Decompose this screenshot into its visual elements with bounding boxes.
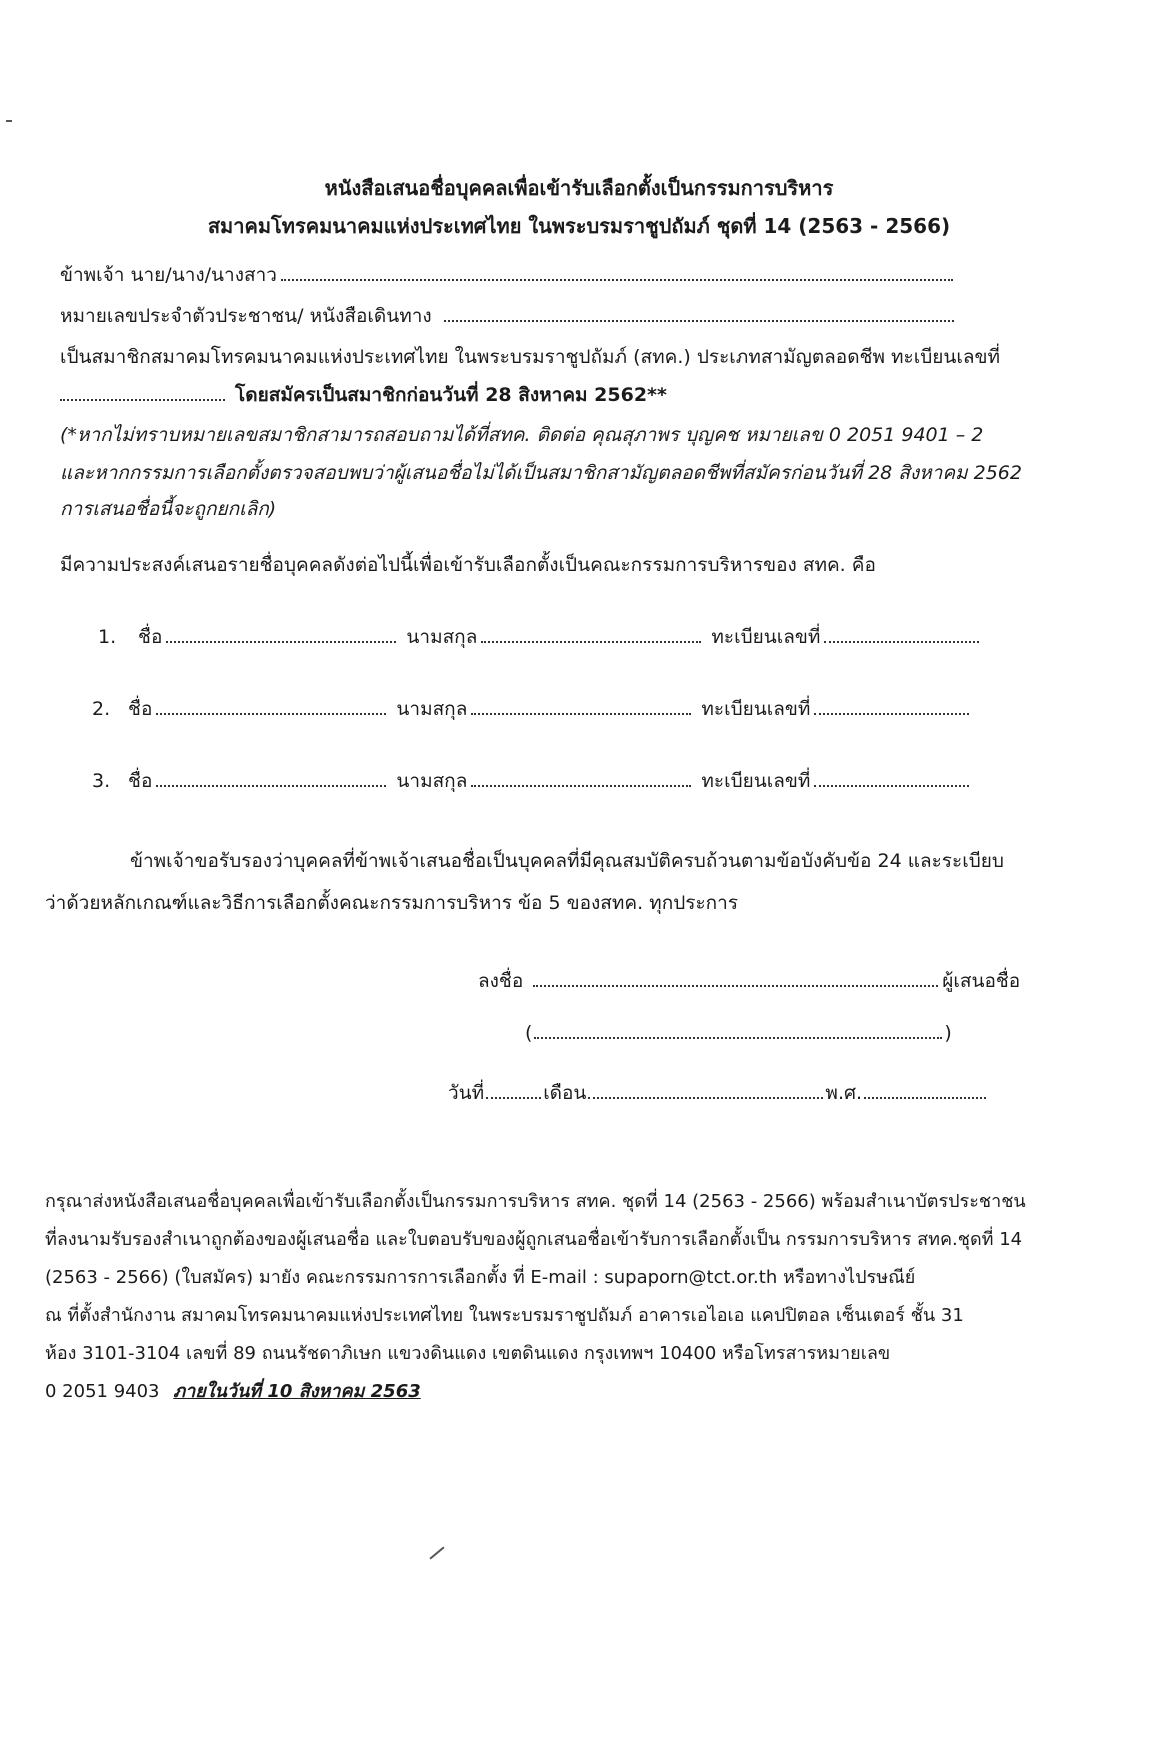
footer-line6 xyxy=(45,1376,421,1405)
nominee-row-1 xyxy=(98,622,983,652)
nominee-name-label: ชื่อ xyxy=(138,626,163,648)
sign-label: ลงชื่อ xyxy=(478,970,524,992)
footer-line4: ณ ที่ตั้งสำนักงาน สมาคมโทรคมนาคมแห่งประเทศไทย ในพระบรมราชูปถัมภ์ อาคารเอไอเอ แคปปิตอล เซ็นเตอร์ ชั้น 31 xyxy=(45,1305,964,1326)
nominee-row-2 xyxy=(92,694,973,724)
nominee-surname-label: นามสกุล xyxy=(406,626,478,648)
member-line: เป็นสมาชิกสมาคมโทรคมนาคมแห่งประเทศไทย ในพระบรมราชูปถัมภ์ (สทค.) xyxy=(60,346,691,368)
nominee-name-label: ชื่อ xyxy=(128,698,153,720)
member-since: โดยสมัครเป็นสมาชิกก่อนวันที่ 28 สิงหาคม 2562** xyxy=(235,384,667,406)
nominee-reg-field[interactable] xyxy=(814,784,969,787)
deadline: ภายในวันที่ 10 สิงหาคม 2563 xyxy=(173,1381,421,1402)
footer-line3: (2563 - 2566) (ใบสมัคร) มายัง คณะกรรมการการเลือกตั้ง ที่ E-mail : supaporn@tct.or.th หรือทางไปรษณีย์ xyxy=(45,1267,916,1288)
proposer-name-label: ข้าพเจ้า นาย/นาง/นางสาว xyxy=(60,264,277,286)
nominee-name-field[interactable] xyxy=(156,712,386,715)
nominee-surname-label: นามสกุล xyxy=(396,770,468,792)
month-field[interactable] xyxy=(588,1096,823,1099)
note-line2: และหากกรรมการเลือกตั้งตรวจสอบพบว่าผู้เสนอชื่อไม่ได้เป็นสมาชิกสามัญตลอดชีพที่สมัครก่อนวันที่ 28 สิงหาคม 2562 xyxy=(60,462,1022,484)
month-label: เดือน xyxy=(543,1082,587,1104)
signature-row xyxy=(478,966,1020,996)
note-line1: (*หากไม่ทราบหมายเลขสมาชิกสามารถสอบถามได้ที่สทค. ติดต่อ คุณสุภาพร บุญคช หมายเลข 0 2051 9401 – 2 xyxy=(60,424,984,446)
nominee-number: 3. xyxy=(92,770,111,792)
note-line3: การเสนอชื่อนี้จะถูกยกเลิก) xyxy=(60,498,277,520)
nominee-surname-field[interactable] xyxy=(481,640,701,643)
proposer-id-field[interactable] xyxy=(444,319,954,322)
nominee-row-3 xyxy=(92,766,973,796)
certify-line1: ข้าพเจ้าขอรับรองว่าบุคคลที่ข้าพเจ้าเสนอชื่อเป็นบุคคลที่มีคุณสมบัติครบถ้วนตามข้อบังคับข้อ 24 และระเบียบ xyxy=(130,850,1004,872)
nominee-reg-label: ทะเบียนเลขที่ xyxy=(701,698,811,720)
member-number-field[interactable] xyxy=(60,398,225,401)
nominee-surname-label: นามสกุล xyxy=(396,698,468,720)
form-title-line2: สมาคมโทรคมนาคมแห่งประเทศไทย ในพระบรมราชูปถัมภ์ ชุดที่ 14 (2563 - 2566) xyxy=(207,214,951,238)
footer-line5: ห้อง 3101-3104 เลขที่ 89 ถนนรัชดาภิเษก แขวงดินแดง เขตดินแดง กรุงเทพฯ 10400 หรือโทรสารหมายเลข xyxy=(45,1343,891,1364)
proposer-name-row xyxy=(60,260,957,290)
nominee-surname-field[interactable] xyxy=(471,784,691,787)
nominee-number: 2. xyxy=(92,698,111,720)
scan-mark xyxy=(6,120,12,122)
printed-name-field[interactable] xyxy=(534,1036,942,1039)
proposer-id-row xyxy=(60,301,958,331)
footer-line1: กรุณาส่งหนังสือเสนอชื่อบุคคลเพื่อเข้ารับเลือกตั้งเป็นกรรมการบริหาร สทค. ชุดที่ 14 (2563 - 2566) พร้อมสำเนาบัตรประชาชน xyxy=(45,1191,1026,1212)
nominee-reg-field[interactable] xyxy=(814,712,969,715)
paren-open: ( xyxy=(525,1022,533,1044)
fax-number: 0 2051 9403 xyxy=(45,1381,160,1402)
scan-mark xyxy=(429,1546,444,1559)
member-type: ประเภทสามัญตลอดชีพ ทะเบียนเลขที่ xyxy=(696,346,1001,368)
year-label: พ.ศ. xyxy=(825,1082,863,1104)
day-field[interactable] xyxy=(486,1096,541,1099)
proposer-label: ผู้เสนอชื่อ xyxy=(942,970,1021,992)
intent-statement: มีความประสงค์เสนอรายชื่อบุคคลดังต่อไปนี้เพื่อเข้ารับเลือกตั้งเป็นคณะกรรมการบริหารของ สทค. คือ xyxy=(60,554,876,576)
year-field[interactable] xyxy=(864,1096,986,1099)
printed-name-row xyxy=(525,1022,952,1044)
signature-field[interactable] xyxy=(533,984,938,987)
nominee-name-field[interactable] xyxy=(156,784,386,787)
certify-line2: ว่าด้วยหลักเกณฑ์และวิธีการเลือกตั้งคณะกรรมการบริหาร ข้อ 5 ของสทค. ทุกประการ xyxy=(45,892,739,914)
member-row xyxy=(60,342,1000,372)
member-since-row xyxy=(60,380,667,410)
paren-close: ) xyxy=(944,1022,952,1044)
proposer-name-field[interactable] xyxy=(281,278,953,281)
form-title-line1: หนังสือเสนอชื่อบุคคลเพื่อเข้ารับเลือกตั้งเป็นกรรมการบริหาร xyxy=(324,176,834,200)
footer-line2: ที่ลงนามรับรองสำเนาถูกต้องของผู้เสนอชื่อ และใบตอบรับของผู้ถูกเสนอชื่อเข้ารับการเลือกตั้งเป็น กรรมการบริหาร สทค.ชุดที่ 14 xyxy=(45,1229,1023,1250)
date-row xyxy=(448,1078,988,1108)
nominee-reg-label: ทะเบียนเลขที่ xyxy=(701,770,811,792)
nominee-surname-field[interactable] xyxy=(471,712,691,715)
nominee-reg-field[interactable] xyxy=(824,640,979,643)
nominee-number: 1. xyxy=(98,626,117,648)
proposer-id-label: หมายเลขประจำตัวประชาชน/ หนังสือเดินทาง xyxy=(60,305,432,327)
nominee-reg-label: ทะเบียนเลขที่ xyxy=(711,626,821,648)
nominee-name-label: ชื่อ xyxy=(128,770,153,792)
day-label: วันที่ xyxy=(448,1082,485,1104)
nominee-name-field[interactable] xyxy=(166,640,396,643)
